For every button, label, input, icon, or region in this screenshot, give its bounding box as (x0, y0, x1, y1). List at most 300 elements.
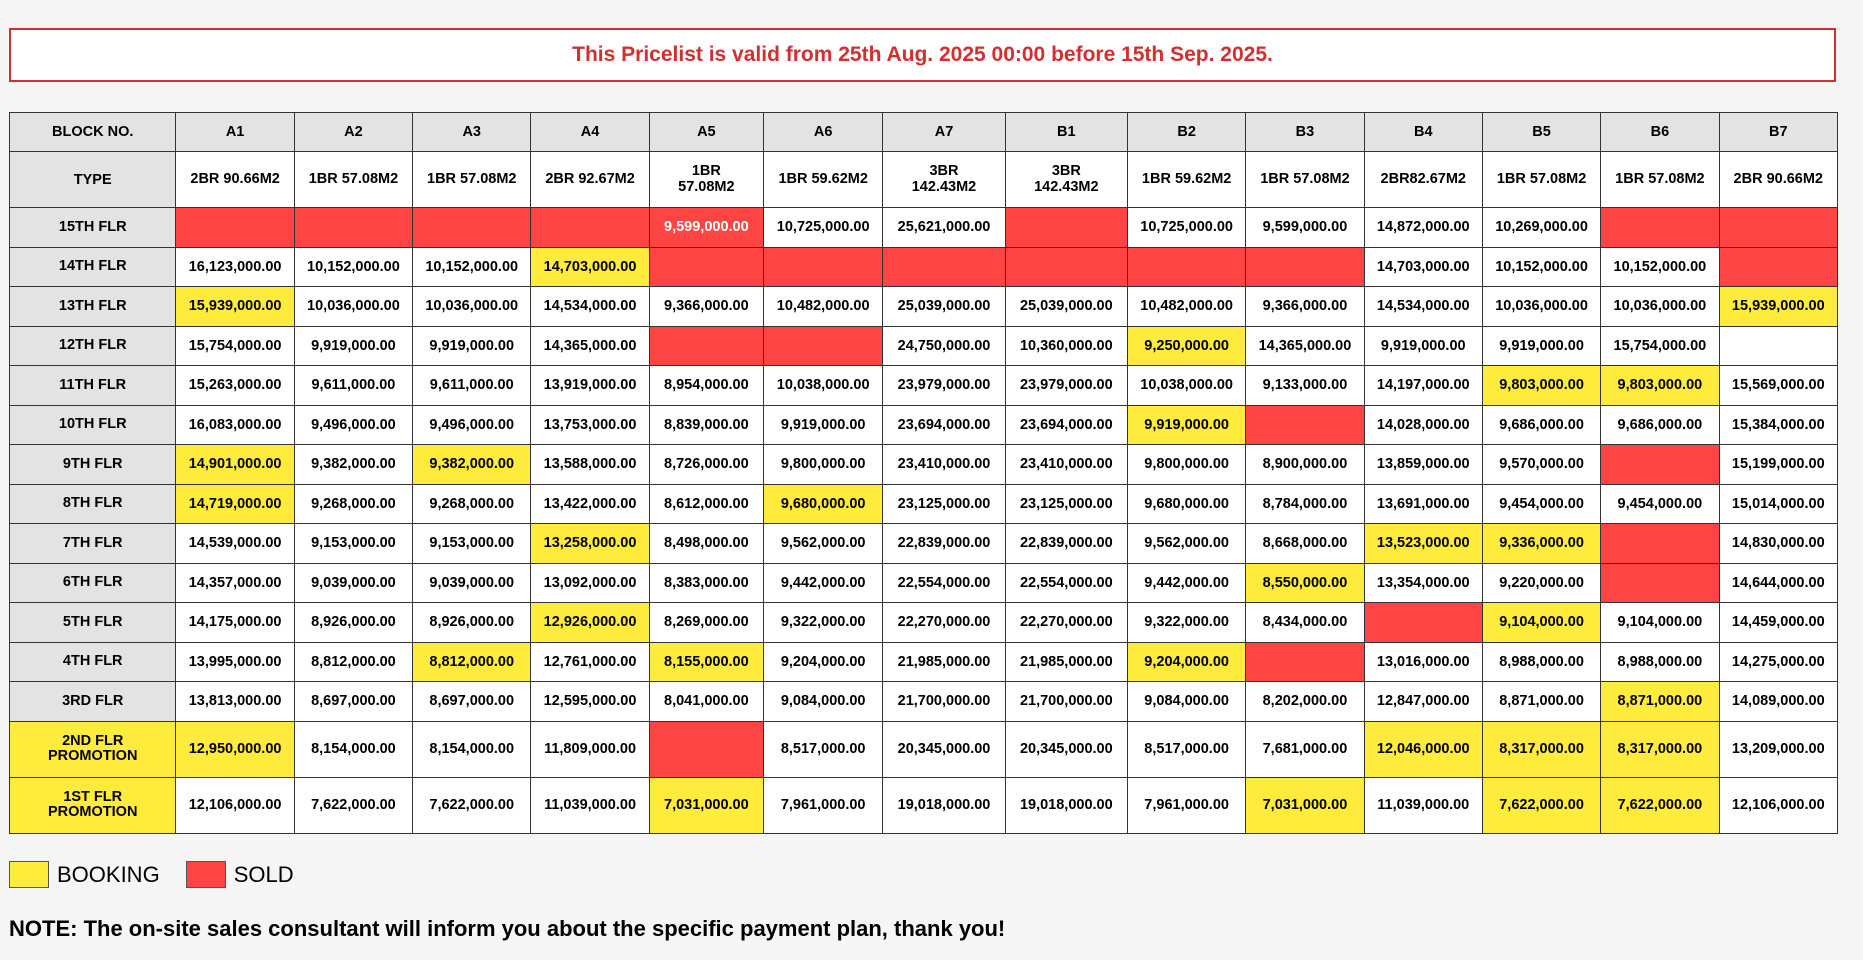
price-cell-a2[interactable] (294, 524, 412, 564)
unit-type-a5 (649, 152, 763, 208)
price-cell-a4[interactable] (531, 326, 649, 366)
price-cell-a6[interactable] (764, 326, 883, 366)
price-cell-b1[interactable] (1005, 682, 1127, 722)
price-value: 7,961,000.00 (1144, 797, 1229, 813)
price-value: 10,036,000.00 (1613, 298, 1707, 315)
price-cell-b4[interactable] (1364, 642, 1482, 682)
price-value: 9,803,000.00 (1499, 377, 1584, 394)
price-cell-b7[interactable] (1719, 445, 1837, 485)
price-cell-a5[interactable] (649, 642, 763, 682)
price-cell-a6[interactable] (764, 682, 883, 722)
price-cell-a7[interactable] (883, 405, 1005, 445)
price-value: 9,336,000.00 (1499, 535, 1584, 552)
price-value: 12,106,000.00 (188, 797, 282, 813)
price-cell-b3[interactable] (1246, 405, 1364, 445)
price-cell-a4[interactable] (531, 642, 649, 682)
price-cell-b1[interactable] (1005, 484, 1127, 524)
price-value: 9,039,000.00 (429, 574, 515, 591)
price-cell-a6[interactable] (764, 405, 883, 445)
price-cell-b3[interactable] (1246, 603, 1364, 643)
price-cell-a5[interactable] (649, 326, 763, 366)
price-cell-b6[interactable] (1601, 366, 1719, 406)
unit-type-b7 (1719, 152, 1837, 208)
price-value: 9,366,000.00 (664, 298, 749, 315)
price-value: 13,995,000.00 (188, 653, 282, 670)
price-cell-a2[interactable] (294, 445, 412, 485)
price-cell-a3[interactable] (413, 445, 531, 485)
legend-sold (186, 861, 294, 888)
price-cell-a1[interactable] (176, 721, 294, 777)
price-cell-a3[interactable] (413, 366, 531, 406)
price-value: 12,106,000.00 (1731, 797, 1825, 813)
unit-type-text: 1BR 57.08M2 (1615, 170, 1705, 187)
price-cell-a1[interactable] (176, 326, 294, 366)
price-value: 9,599,000.00 (664, 219, 749, 236)
price-cell-a4[interactable] (531, 247, 649, 287)
price-cell-b3[interactable] (1246, 721, 1364, 777)
price-cell-a4[interactable] (531, 721, 649, 777)
price-cell-a1[interactable] (176, 247, 294, 287)
price-cell-b1[interactable] (1005, 777, 1127, 833)
floor-label-text: 2ND FLR PROMOTION (48, 732, 138, 764)
price-cell-b4[interactable] (1364, 445, 1482, 485)
price-value: 9,611,000.00 (429, 377, 514, 394)
price-cell-a5[interactable] (649, 208, 763, 248)
price-cell-a7[interactable] (883, 563, 1005, 603)
price-cell-a1[interactable] (176, 682, 294, 722)
price-cell-b7[interactable] (1719, 366, 1837, 406)
floor-row (10, 405, 1838, 445)
price-cell-b3[interactable] (1246, 366, 1364, 406)
price-cell-a3[interactable] (413, 777, 531, 833)
price-cell-a1[interactable] (176, 287, 294, 327)
price-cell-b5[interactable] (1482, 524, 1600, 564)
price-cell-a7[interactable] (883, 721, 1005, 777)
price-cell-b5[interactable] (1482, 682, 1600, 722)
price-cell-a7[interactable] (883, 247, 1005, 287)
price-cell-b6[interactable] (1601, 524, 1719, 564)
price-cell-b6[interactable] (1601, 326, 1719, 366)
price-cell-b6[interactable] (1601, 247, 1719, 287)
price-cell-a3[interactable] (413, 682, 531, 722)
price-cell-a4[interactable] (531, 208, 649, 248)
floor-row (10, 603, 1838, 643)
price-cell-b6[interactable] (1601, 642, 1719, 682)
price-cell-a6[interactable] (764, 642, 883, 682)
price-cell-a5[interactable] (649, 405, 763, 445)
block-header-b4: B4 (1364, 113, 1482, 152)
price-value: 21,700,000.00 (1019, 693, 1113, 710)
price-cell-a4[interactable] (531, 366, 649, 406)
floor-label (10, 445, 176, 485)
price-cell-b5[interactable] (1482, 721, 1600, 777)
price-cell-a5[interactable] (649, 287, 763, 327)
price-cell-b5[interactable] (1482, 777, 1600, 833)
price-cell-b4[interactable] (1364, 208, 1482, 248)
price-cell-a1[interactable] (176, 563, 294, 603)
price-value: 9,919,000.00 (311, 337, 396, 354)
price-cell-b1[interactable] (1005, 524, 1127, 564)
price-cell-a5[interactable] (649, 563, 763, 603)
price-cell-b7[interactable] (1719, 642, 1837, 682)
price-cell-a5[interactable] (649, 777, 763, 833)
price-value: 10,482,000.00 (776, 298, 870, 315)
price-cell-b4[interactable] (1364, 777, 1482, 833)
price-cell-a3[interactable] (413, 247, 531, 287)
price-cell-b4[interactable] (1364, 366, 1482, 406)
price-cell-b3[interactable] (1246, 445, 1364, 485)
price-value: 7,031,000.00 (1262, 797, 1348, 813)
price-cell-b1[interactable] (1005, 445, 1127, 485)
floor-row (10, 642, 1838, 682)
price-cell-a6[interactable] (764, 445, 883, 485)
unit-type-text: 1BR 57.08M2 (308, 170, 399, 187)
price-cell-b6[interactable] (1601, 405, 1719, 445)
price-cell-b5[interactable] (1482, 642, 1600, 682)
price-value: 16,083,000.00 (188, 416, 282, 433)
price-cell-a2[interactable] (294, 287, 412, 327)
price-cell-b1[interactable] (1005, 326, 1127, 366)
price-cell-a2[interactable] (294, 682, 412, 722)
unit-type-b3 (1246, 152, 1364, 208)
price-cell-a2[interactable] (294, 247, 412, 287)
unit-type-a1 (176, 152, 294, 208)
price-cell-a2[interactable] (294, 366, 412, 406)
price-cell-b7[interactable] (1719, 326, 1837, 366)
price-value: 8,812,000.00 (311, 653, 396, 670)
price-cell-a3[interactable] (413, 208, 531, 248)
price-cell-a3[interactable] (413, 524, 531, 564)
price-value: 8,812,000.00 (429, 653, 515, 670)
price-cell-a7[interactable] (883, 287, 1005, 327)
price-value: 11,039,000.00 (544, 797, 637, 813)
price-cell-b5[interactable] (1482, 563, 1600, 603)
price-cell-a4[interactable] (531, 682, 649, 722)
price-cell-b5[interactable] (1482, 366, 1600, 406)
price-cell-b7[interactable] (1719, 721, 1837, 777)
price-cell-a1[interactable] (176, 642, 294, 682)
price-cell-a1[interactable] (176, 777, 294, 833)
price-cell-b7[interactable] (1719, 247, 1837, 287)
price-value: 8,498,000.00 (664, 535, 749, 552)
price-cell-b3[interactable] (1246, 682, 1364, 722)
price-value: 9,496,000.00 (311, 416, 396, 433)
price-cell-b1[interactable] (1005, 642, 1127, 682)
floor-label-text: 12TH FLR (58, 337, 127, 354)
price-cell-b6[interactable] (1601, 603, 1719, 643)
price-cell-b3[interactable] (1246, 777, 1364, 833)
price-cell-b5[interactable] (1482, 247, 1600, 287)
price-cell-a5[interactable] (649, 445, 763, 485)
payment-note (9, 916, 1005, 942)
price-cell-a7[interactable] (883, 603, 1005, 643)
price-cell-a2[interactable] (294, 405, 412, 445)
price-value: 9,204,000.00 (780, 653, 866, 670)
unit-type-b4 (1364, 152, 1482, 208)
price-value: 25,039,000.00 (1019, 298, 1113, 315)
price-cell-b5[interactable] (1482, 445, 1600, 485)
price-cell-b2[interactable] (1127, 247, 1245, 287)
price-cell-a1[interactable] (176, 405, 294, 445)
price-cell-a5[interactable] (649, 603, 763, 643)
price-cell-b7[interactable] (1719, 287, 1837, 327)
price-value: 9,680,000.00 (780, 495, 866, 512)
price-value: 8,317,000.00 (1617, 741, 1703, 757)
price-value: 10,725,000.00 (776, 219, 870, 236)
price-cell-a2[interactable] (294, 484, 412, 524)
price-cell-b4[interactable] (1364, 247, 1482, 287)
price-cell-b6[interactable] (1601, 563, 1719, 603)
price-value: 9,322,000.00 (1144, 614, 1229, 631)
price-cell-b2[interactable] (1127, 682, 1245, 722)
price-value: 13,813,000.00 (188, 693, 282, 710)
unit-type-text: 1BR 57.08M2 (1496, 170, 1587, 187)
price-cell-b2[interactable] (1127, 524, 1245, 564)
price-value: 9,153,000.00 (429, 535, 515, 552)
price-value: 15,939,000.00 (188, 298, 282, 315)
price-cell-a3[interactable] (413, 563, 531, 603)
price-cell-a7[interactable] (883, 484, 1005, 524)
price-cell-a7[interactable] (883, 445, 1005, 485)
price-cell-a7[interactable] (883, 208, 1005, 248)
price-cell-a3[interactable] (413, 484, 531, 524)
price-value: 9,250,000.00 (1144, 337, 1229, 354)
price-cell-a6[interactable] (764, 287, 883, 327)
floor-label (10, 603, 176, 643)
price-cell-a5[interactable] (649, 721, 763, 777)
floor-label-text: 6TH FLR (62, 574, 123, 591)
price-cell-b1[interactable] (1005, 563, 1127, 603)
price-cell-a7[interactable] (883, 326, 1005, 366)
price-cell-a2[interactable] (294, 642, 412, 682)
price-cell-b1[interactable] (1005, 603, 1127, 643)
floor-row (10, 366, 1838, 406)
price-cell-b2[interactable] (1127, 484, 1245, 524)
price-cell-b2[interactable] (1127, 777, 1245, 833)
price-cell-a4[interactable] (531, 405, 649, 445)
price-cell-a3[interactable] (413, 326, 531, 366)
price-cell-a2[interactable] (294, 721, 412, 777)
price-value: 14,703,000.00 (543, 258, 637, 275)
price-value: 13,588,000.00 (543, 456, 637, 473)
price-cell-a2[interactable] (294, 603, 412, 643)
price-cell-b1[interactable] (1005, 721, 1127, 777)
price-cell-b7[interactable] (1719, 563, 1837, 603)
price-cell-a4[interactable] (531, 563, 649, 603)
price-cell-b5[interactable] (1482, 405, 1600, 445)
price-cell-a6[interactable] (764, 366, 883, 406)
price-cell-a4[interactable] (531, 777, 649, 833)
price-cell-b2[interactable] (1127, 366, 1245, 406)
block-header-a6: A6 (764, 113, 883, 152)
floor-label (10, 682, 176, 722)
price-cell-b4[interactable] (1364, 484, 1482, 524)
price-cell-b5[interactable] (1482, 326, 1600, 366)
price-value: 7,681,000.00 (1262, 741, 1348, 757)
price-cell-b2[interactable] (1127, 445, 1245, 485)
price-cell-b3[interactable] (1246, 484, 1364, 524)
price-cell-a2[interactable] (294, 777, 412, 833)
price-value: 15,384,000.00 (1731, 416, 1825, 433)
block-header-a7: A7 (883, 113, 1005, 152)
price-value: 22,554,000.00 (1019, 574, 1113, 591)
price-cell-a6[interactable] (764, 247, 883, 287)
price-cell-b6[interactable] (1601, 721, 1719, 777)
price-cell-b5[interactable] (1482, 208, 1600, 248)
price-cell-b6[interactable] (1601, 777, 1719, 833)
price-cell-a2[interactable] (294, 563, 412, 603)
price-cell-b3[interactable] (1246, 642, 1364, 682)
type-row (10, 152, 1838, 208)
price-cell-a7[interactable] (883, 777, 1005, 833)
price-value: 9,803,000.00 (1617, 377, 1703, 394)
price-cell-a4[interactable] (531, 603, 649, 643)
price-cell-b2[interactable] (1127, 287, 1245, 327)
price-cell-b2[interactable] (1127, 405, 1245, 445)
price-cell-b5[interactable] (1482, 484, 1600, 524)
price-cell-a5[interactable] (649, 247, 763, 287)
price-cell-a5[interactable] (649, 682, 763, 722)
price-value: 9,686,000.00 (1499, 416, 1584, 433)
floor-label-text: 5TH FLR (62, 613, 123, 630)
price-cell-a3[interactable] (413, 603, 531, 643)
price-cell-b6[interactable] (1601, 682, 1719, 722)
price-cell-a6[interactable] (764, 563, 883, 603)
price-cell-b2[interactable] (1127, 326, 1245, 366)
price-cell-a1[interactable] (176, 208, 294, 248)
price-cell-b4[interactable] (1364, 326, 1482, 366)
price-cell-b7[interactable] (1719, 484, 1837, 524)
price-cell-a6[interactable] (764, 721, 883, 777)
price-cell-a7[interactable] (883, 682, 1005, 722)
price-cell-b2[interactable] (1127, 208, 1245, 248)
price-cell-b7[interactable] (1719, 603, 1837, 643)
price-cell-a7[interactable] (883, 642, 1005, 682)
price-cell-b3[interactable] (1246, 524, 1364, 564)
price-cell-b1[interactable] (1005, 287, 1127, 327)
price-cell-a2[interactable] (294, 208, 412, 248)
price-value: 10,360,000.00 (1019, 337, 1113, 354)
price-cell-b5[interactable] (1482, 287, 1600, 327)
price-cell-b6[interactable] (1601, 484, 1719, 524)
price-cell-b7[interactable] (1719, 208, 1837, 248)
price-cell-b7[interactable] (1719, 777, 1837, 833)
price-value: 21,985,000.00 (897, 653, 991, 670)
price-cell-a1[interactable] (176, 524, 294, 564)
floor-label-text: 7TH FLR (62, 534, 123, 551)
price-value: 10,036,000.00 (425, 298, 519, 315)
price-cell-b3[interactable] (1246, 208, 1364, 248)
price-cell-a3[interactable] (413, 721, 531, 777)
price-cell-b5[interactable] (1482, 603, 1600, 643)
floor-row (10, 287, 1838, 327)
price-cell-a4[interactable] (531, 445, 649, 485)
price-cell-b1[interactable] (1005, 247, 1127, 287)
price-cell-a7[interactable] (883, 524, 1005, 564)
price-cell-a1[interactable] (176, 445, 294, 485)
price-value: 8,155,000.00 (664, 653, 749, 670)
price-cell-b3[interactable] (1246, 326, 1364, 366)
price-value: 8,871,000.00 (1617, 693, 1703, 710)
price-cell-b4[interactable] (1364, 721, 1482, 777)
price-cell-a1[interactable] (176, 366, 294, 406)
price-cell-a6[interactable] (764, 208, 883, 248)
price-cell-a2[interactable] (294, 326, 412, 366)
price-cell-b7[interactable] (1719, 682, 1837, 722)
price-cell-b4[interactable] (1364, 603, 1482, 643)
price-cell-a1[interactable] (176, 603, 294, 643)
price-cell-a6[interactable] (764, 524, 883, 564)
price-cell-b1[interactable] (1005, 208, 1127, 248)
price-cell-a5[interactable] (649, 366, 763, 406)
price-value: 14,357,000.00 (188, 574, 282, 591)
price-cell-b2[interactable] (1127, 642, 1245, 682)
price-cell-a5[interactable] (649, 524, 763, 564)
price-cell-b4[interactable] (1364, 682, 1482, 722)
price-cell-a7[interactable] (883, 366, 1005, 406)
price-value: 23,694,000.00 (1019, 416, 1113, 433)
price-cell-b4[interactable] (1364, 563, 1482, 603)
price-value: 14,539,000.00 (188, 535, 282, 552)
price-cell-b3[interactable] (1246, 247, 1364, 287)
price-value: 9,268,000.00 (311, 495, 396, 512)
price-cell-a1[interactable] (176, 484, 294, 524)
price-cell-b4[interactable] (1364, 287, 1482, 327)
price-value: 13,209,000.00 (1731, 741, 1825, 757)
price-cell-a6[interactable] (764, 603, 883, 643)
price-cell-b6[interactable] (1601, 208, 1719, 248)
price-value: 15,014,000.00 (1731, 495, 1825, 512)
price-cell-b6[interactable] (1601, 287, 1719, 327)
price-value: 14,089,000.00 (1731, 693, 1825, 710)
price-cell-a4[interactable] (531, 287, 649, 327)
price-cell-b1[interactable] (1005, 405, 1127, 445)
block-header-b3: B3 (1246, 113, 1364, 152)
price-cell-b1[interactable] (1005, 366, 1127, 406)
price-value: 14,901,000.00 (188, 456, 282, 473)
price-cell-a6[interactable] (764, 777, 883, 833)
price-cell-b3[interactable] (1246, 287, 1364, 327)
price-value: 15,754,000.00 (188, 337, 282, 354)
type-label: TYPE (10, 152, 176, 208)
price-cell-b2[interactable] (1127, 563, 1245, 603)
unit-type-text: 2BR 90.66M2 (1733, 170, 1823, 187)
unit-type-b1 (1005, 152, 1127, 208)
price-cell-b2[interactable] (1127, 721, 1245, 777)
price-value: 20,345,000.00 (897, 741, 991, 757)
price-cell-a6[interactable] (764, 484, 883, 524)
price-value: 8,202,000.00 (1262, 693, 1348, 710)
price-value: 8,041,000.00 (664, 693, 749, 710)
price-cell-a3[interactable] (413, 405, 531, 445)
price-cell-b7[interactable] (1719, 524, 1837, 564)
price-cell-b2[interactable] (1127, 603, 1245, 643)
price-cell-a4[interactable] (531, 524, 649, 564)
price-value: 22,839,000.00 (897, 535, 991, 552)
price-cell-b3[interactable] (1246, 563, 1364, 603)
price-value: 8,954,000.00 (664, 377, 749, 394)
price-cell-b6[interactable] (1601, 445, 1719, 485)
price-cell-b7[interactable] (1719, 405, 1837, 445)
price-cell-a3[interactable] (413, 287, 531, 327)
price-cell-b4[interactable] (1364, 405, 1482, 445)
price-value: 12,046,000.00 (1376, 741, 1470, 757)
price-cell-a3[interactable] (413, 642, 531, 682)
price-cell-a5[interactable] (649, 484, 763, 524)
price-cell-a4[interactable] (531, 484, 649, 524)
price-cell-b4[interactable] (1364, 524, 1482, 564)
price-value: 9,084,000.00 (1144, 693, 1229, 710)
